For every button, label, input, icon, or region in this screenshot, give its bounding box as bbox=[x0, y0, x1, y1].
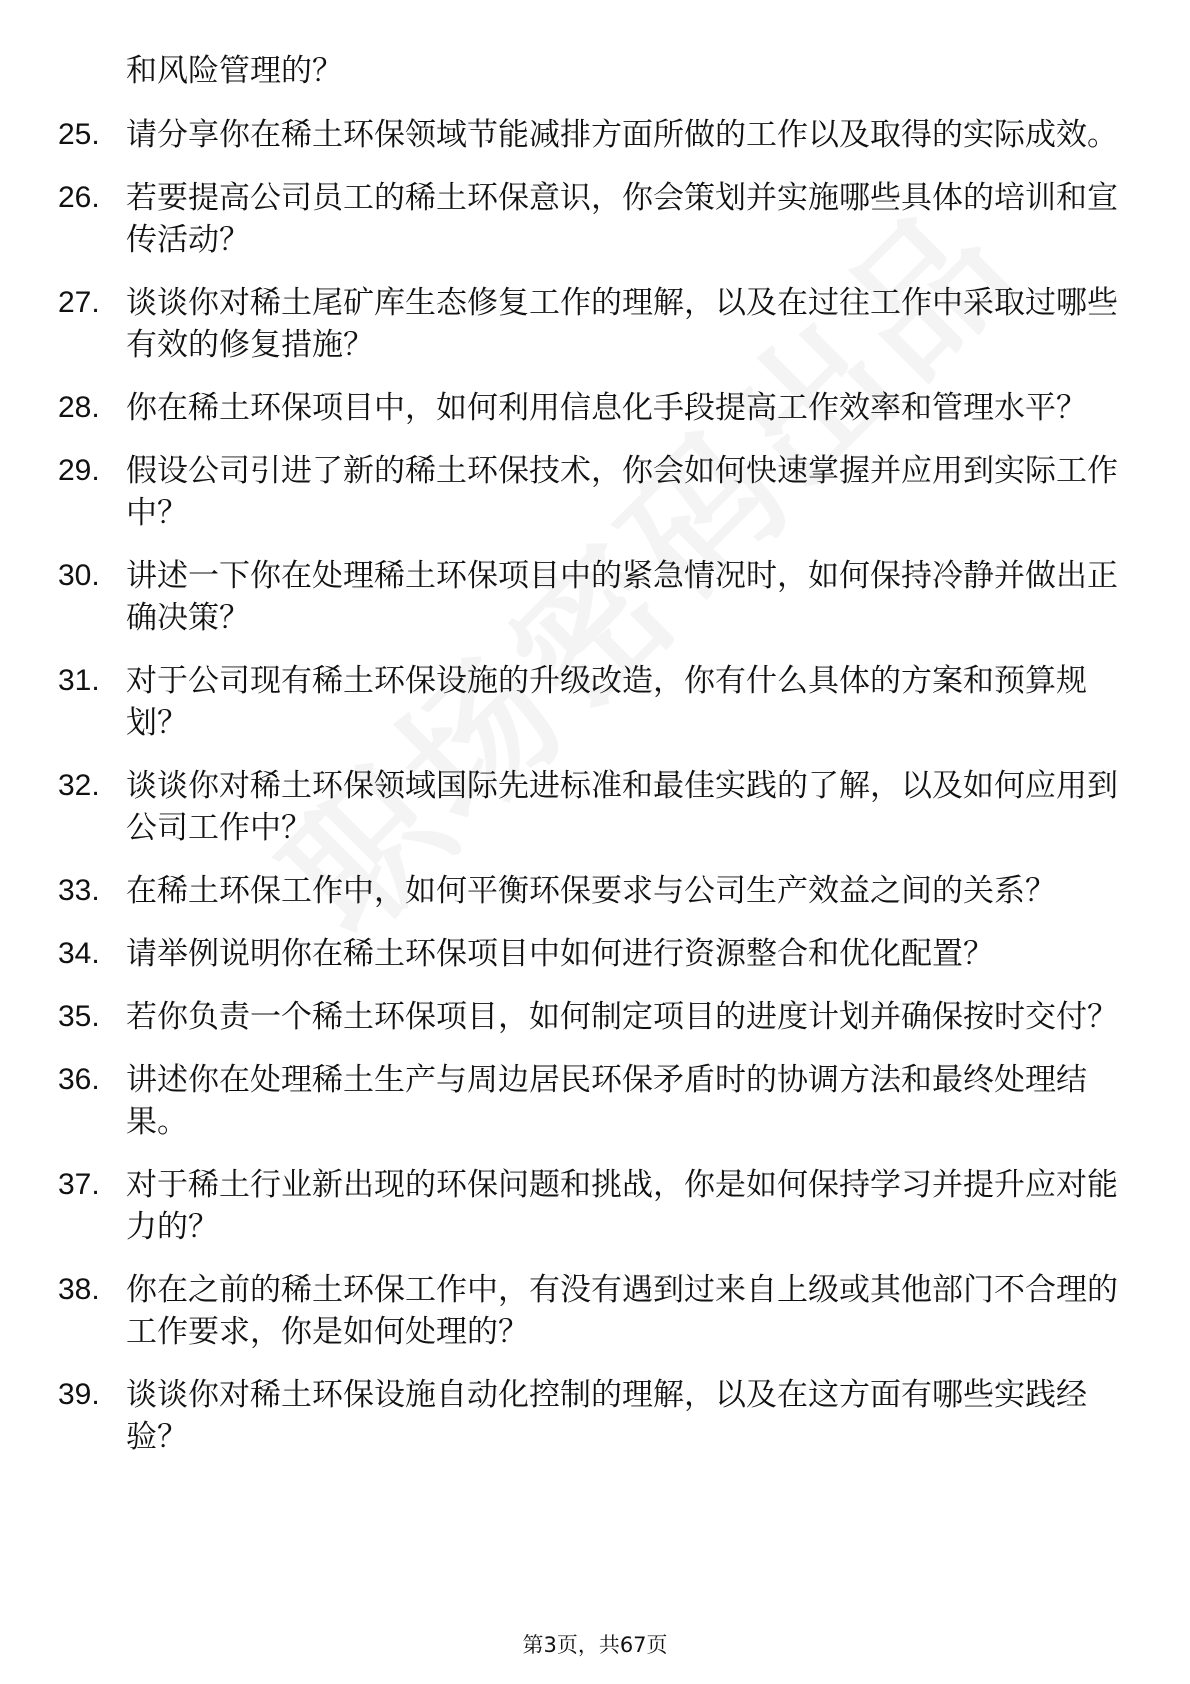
question-item bbox=[58, 933, 1138, 975]
question-item bbox=[58, 114, 1138, 156]
question-number: 36. bbox=[58, 1063, 100, 1096]
question-number: 30. bbox=[58, 559, 100, 592]
question-text: 对于稀土行业新出现的环保问题和挑战，你是如何保持学习并提升应对能力的？ bbox=[126, 1167, 1118, 1245]
question-text: 假设公司引进了新的稀土环保技术，你会如何快速掌握并应用到实际工作中？ bbox=[126, 453, 1118, 531]
question-text: 若要提高公司员工的稀土环保意识，你会策划并实施哪些具体的培训和宣传活动？ bbox=[126, 180, 1118, 258]
question-item bbox=[58, 660, 1138, 744]
question-number: 39. bbox=[58, 1378, 100, 1411]
continued-question-text: 和风险管理的？ bbox=[126, 53, 343, 89]
question-number: 25. bbox=[58, 118, 100, 151]
question-text: 在稀土环保工作中，如何平衡环保要求与公司生产效益之间的关系？ bbox=[126, 873, 1056, 909]
question-number: 31. bbox=[58, 664, 100, 697]
question-text: 请分享你在稀土环保领域节能减排方面所做的工作以及取得的实际成效。 bbox=[126, 117, 1118, 153]
question-text: 讲述你在处理稀土生产与周边居民环保矛盾时的协调方法和最终处理结果。 bbox=[126, 1062, 1087, 1140]
question-item bbox=[58, 1164, 1138, 1248]
question-text: 你在之前的稀土环保工作中，有没有遇到过来自上级或其他部门不合理的工作要求，你是如何处理的？ bbox=[126, 1272, 1118, 1350]
question-item bbox=[58, 1374, 1138, 1458]
question-item bbox=[58, 996, 1138, 1038]
question-item bbox=[58, 450, 1138, 534]
question-text: 请举例说明你在稀土环保项目中如何进行资源整合和优化配置？ bbox=[126, 936, 994, 972]
question-item bbox=[58, 282, 1138, 366]
question-item bbox=[58, 765, 1138, 849]
question-text: 若你负责一个稀土环保项目，如何制定项目的进度计划并确保按时交付？ bbox=[126, 999, 1118, 1035]
question-text: 你在稀土环保项目中，如何利用信息化手段提高工作效率和管理水平？ bbox=[126, 390, 1087, 426]
question-text: 对于公司现有稀土环保设施的升级改造，你有什么具体的方案和预算规划？ bbox=[126, 663, 1087, 741]
question-number: 34. bbox=[58, 937, 100, 970]
question-number: 32. bbox=[58, 769, 100, 802]
question-item bbox=[58, 1059, 1138, 1143]
question-number: 26. bbox=[58, 181, 100, 214]
question-item bbox=[58, 1269, 1138, 1353]
question-number: 33. bbox=[58, 874, 100, 907]
question-list bbox=[58, 50, 1138, 1479]
question-number: 28. bbox=[58, 391, 100, 424]
question-item bbox=[58, 870, 1138, 912]
question-number: 35. bbox=[58, 1000, 100, 1033]
question-number: 27. bbox=[58, 286, 100, 319]
question-number: 29. bbox=[58, 454, 100, 487]
page-number-footer: 第3页，共67页 bbox=[522, 1633, 668, 1657]
question-text: 讲述一下你在处理稀土环保项目中的紧急情况时，如何保持冷静并做出正确决策？ bbox=[126, 558, 1118, 636]
question-item bbox=[58, 387, 1138, 429]
question-text: 谈谈你对稀土环保设施自动化控制的理解，以及在这方面有哪些实践经验？ bbox=[126, 1377, 1087, 1455]
question-text: 谈谈你对稀土环保领域国际先进标准和最佳实践的了解，以及如何应用到公司工作中？ bbox=[126, 768, 1118, 846]
question-text: 谈谈你对稀土尾矿库生态修复工作的理解，以及在过往工作中采取过哪些有效的修复措施？ bbox=[126, 285, 1118, 363]
question-number: 38. bbox=[58, 1273, 100, 1306]
question-number: 37. bbox=[58, 1168, 100, 1201]
question-item bbox=[58, 555, 1138, 639]
question-item bbox=[58, 177, 1138, 261]
